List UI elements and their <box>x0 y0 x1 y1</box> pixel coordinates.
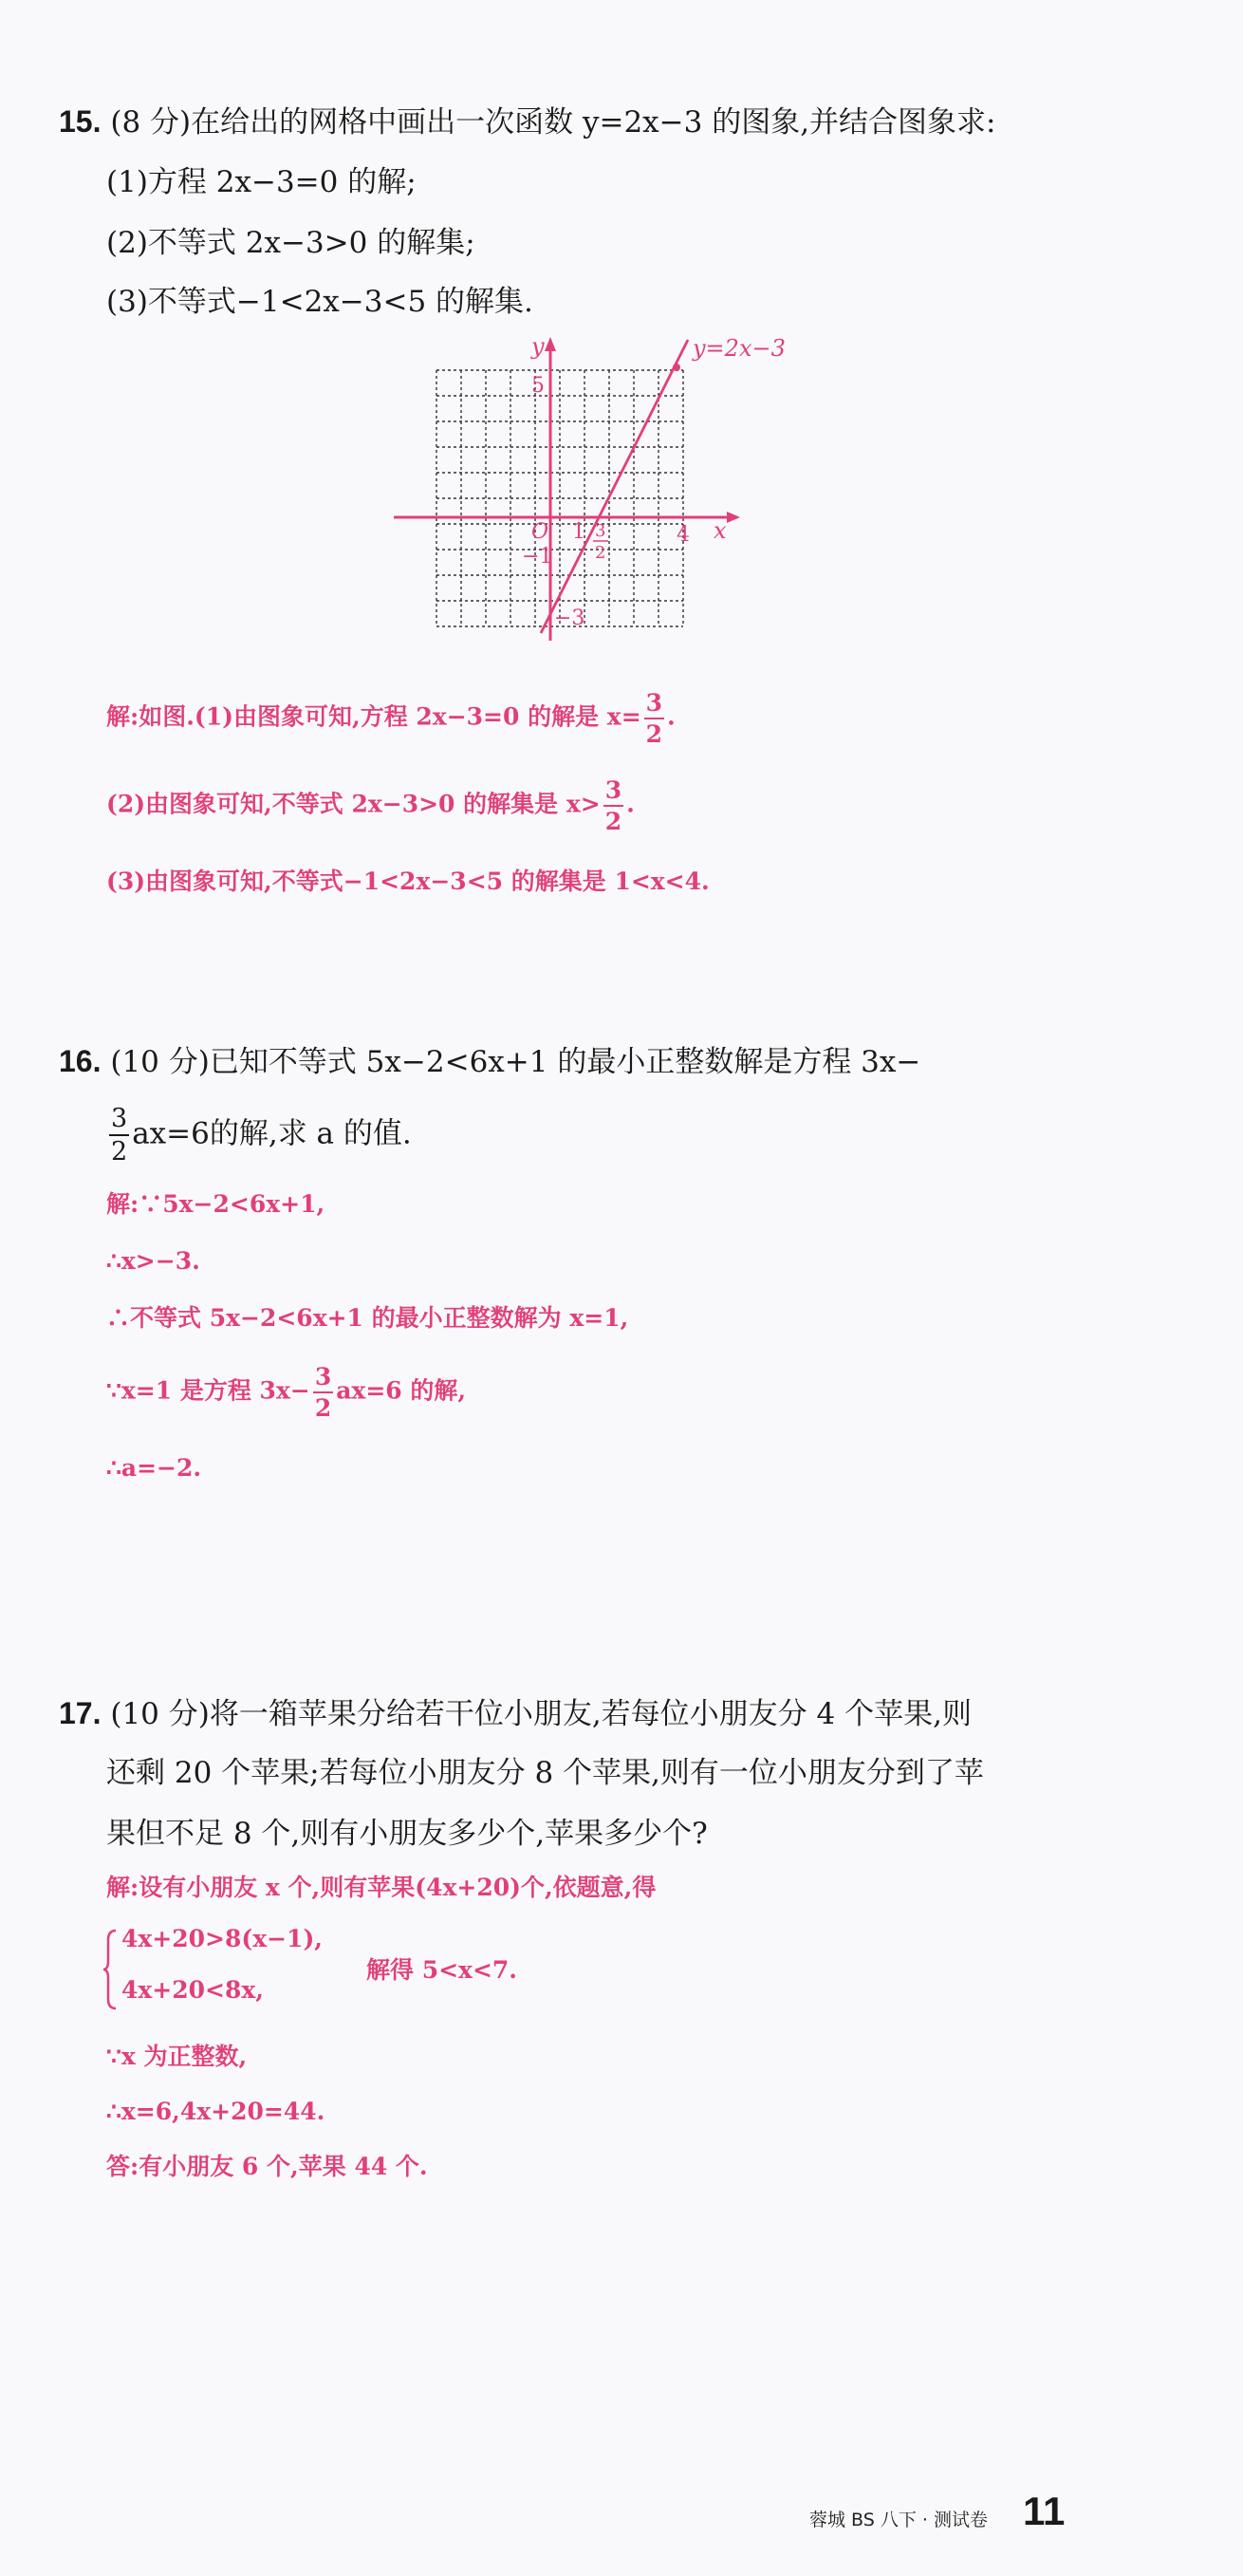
line-point <box>673 364 680 371</box>
q16-answer4 <box>106 1365 466 1420</box>
q16-answer4-text: ∵x=1 是方程 3x− <box>106 1376 310 1405</box>
tick-neg3: −3 <box>554 607 585 630</box>
y-axis-arrow <box>545 337 556 351</box>
q16-answer3: ∴不等式 5x−2<6x+1 的最小正整数解为 x=1, <box>106 1304 629 1332</box>
fraction-denominator: 2 <box>314 1394 332 1422</box>
fraction-numerator: 3 <box>313 1365 333 1393</box>
y-axis-label: y <box>531 333 545 360</box>
q16-stem-text: (10 分)已知不等式 5x−2<6x+1 的最小正整数解是方程 3x− <box>110 1045 921 1079</box>
q16-stem-fraction <box>109 1106 129 1165</box>
q15-answer2-text: (2)由图象可知,不等式 2x−3>0 的解集是 x> <box>106 790 601 818</box>
q16-answer4-fraction <box>313 1365 333 1420</box>
q16-stem-line1 <box>59 1042 920 1081</box>
system-eq2: 4x+20<8x, <box>121 1976 264 2004</box>
fraction-denominator: 2 <box>111 1137 128 1167</box>
q16-answer4-suffix: ax=6 的解, <box>336 1376 467 1405</box>
fraction-numerator: 3 <box>644 691 664 719</box>
q15-answer2-fraction <box>603 778 623 833</box>
q15-answer1 <box>106 691 676 746</box>
left-brace <box>102 1929 118 2010</box>
q16-stem-line2 <box>106 1106 412 1165</box>
fraction-numerator: 3 <box>603 778 623 807</box>
tick-4: 4 <box>677 523 690 547</box>
q16-number: 16. <box>59 1044 102 1078</box>
q15-stem <box>59 103 996 141</box>
x-axis-arrow <box>727 512 740 523</box>
fraction-numerator: 3 <box>109 1106 129 1136</box>
q15-sub2: (2)不等式 2x−3>0 的解集; <box>106 226 475 260</box>
q15-answer1-suffix: . <box>667 702 676 731</box>
q16-answer2: ∴x>−3. <box>106 1247 200 1275</box>
q15-answer3: (3)由图象可知,不等式−1<2x−3<5 的解集是 1<x<4. <box>106 868 710 895</box>
fraction-denominator: 2 <box>645 720 663 748</box>
function-line <box>541 340 688 633</box>
q17-number: 17. <box>59 1696 102 1730</box>
q17-stem-line1 <box>59 1694 972 1733</box>
x-axis-label: x <box>714 517 727 544</box>
origin-label: O <box>531 520 549 544</box>
tick-1: 1 <box>572 520 585 544</box>
q17-answer2: ∵x 为正整数, <box>106 2043 248 2070</box>
q15-sub1: (1)方程 2x−3=0 的解; <box>106 165 417 199</box>
q15-number: 15. <box>59 104 102 139</box>
line-label: y=2x−3 <box>693 335 786 362</box>
q15-answer1-text: 解:如图.(1)由图象可知,方程 2x−3=0 的解是 x= <box>106 702 641 731</box>
tick-neg1: −1 <box>522 545 553 569</box>
tick-5: 5 <box>531 374 545 398</box>
q15-answer2 <box>106 778 635 833</box>
tick-3-over-2-num: 3 <box>595 521 606 541</box>
tick-3-over-2-den: 2 <box>595 543 606 563</box>
q15-answer2-suffix: . <box>626 790 635 818</box>
q16-answer5: ∴a=−2. <box>106 1454 202 1482</box>
q17-answer1: 解:设有小朋友 x 个,则有苹果(4x+20)个,依题意,得 <box>106 1874 657 1901</box>
page-number: 11 <box>1023 2489 1066 2533</box>
q17-equation-system <box>102 1925 577 2016</box>
q15-stem-text: (8 分)在给出的网格中画出一次函数 y=2x−3 的图象,并结合图象求: <box>110 105 996 140</box>
footer-book-title: 蓉城 BS 八下 · 测试卷 <box>809 2510 988 2530</box>
q16-stem-text2: ax=6的解,求 a 的值. <box>132 1116 412 1151</box>
q16-answer1: 解:∵5x−2<6x+1, <box>106 1190 325 1218</box>
system-result: 解得 5<x<7. <box>366 1956 517 1984</box>
q17-stem-line3: 果但不足 8 个,则有小朋友多少个,苹果多少个? <box>106 1817 708 1851</box>
fraction-denominator: 2 <box>604 808 622 835</box>
q17-stem-text: (10 分)将一箱苹果分给若干位小朋友,若每位小朋友分 4 个苹果,则 <box>110 1697 972 1731</box>
system-eq1: 4x+20>8(x−1), <box>121 1925 323 1952</box>
q17-answer4: 答:有小朋友 6 个,苹果 44 个. <box>106 2153 428 2180</box>
q15-graph <box>380 327 816 650</box>
q17-answer3: ∴x=6,4x+20=44. <box>106 2098 325 2125</box>
grid <box>436 370 683 626</box>
q15-sub3: (3)不等式−1<2x−3<5 的解集. <box>106 285 533 319</box>
q17-stem-line2: 还剩 20 个苹果;若每位小朋友分 8 个苹果,则有一位小朋友分到了苹 <box>106 1756 984 1790</box>
q15-answer1-fraction <box>644 691 664 746</box>
